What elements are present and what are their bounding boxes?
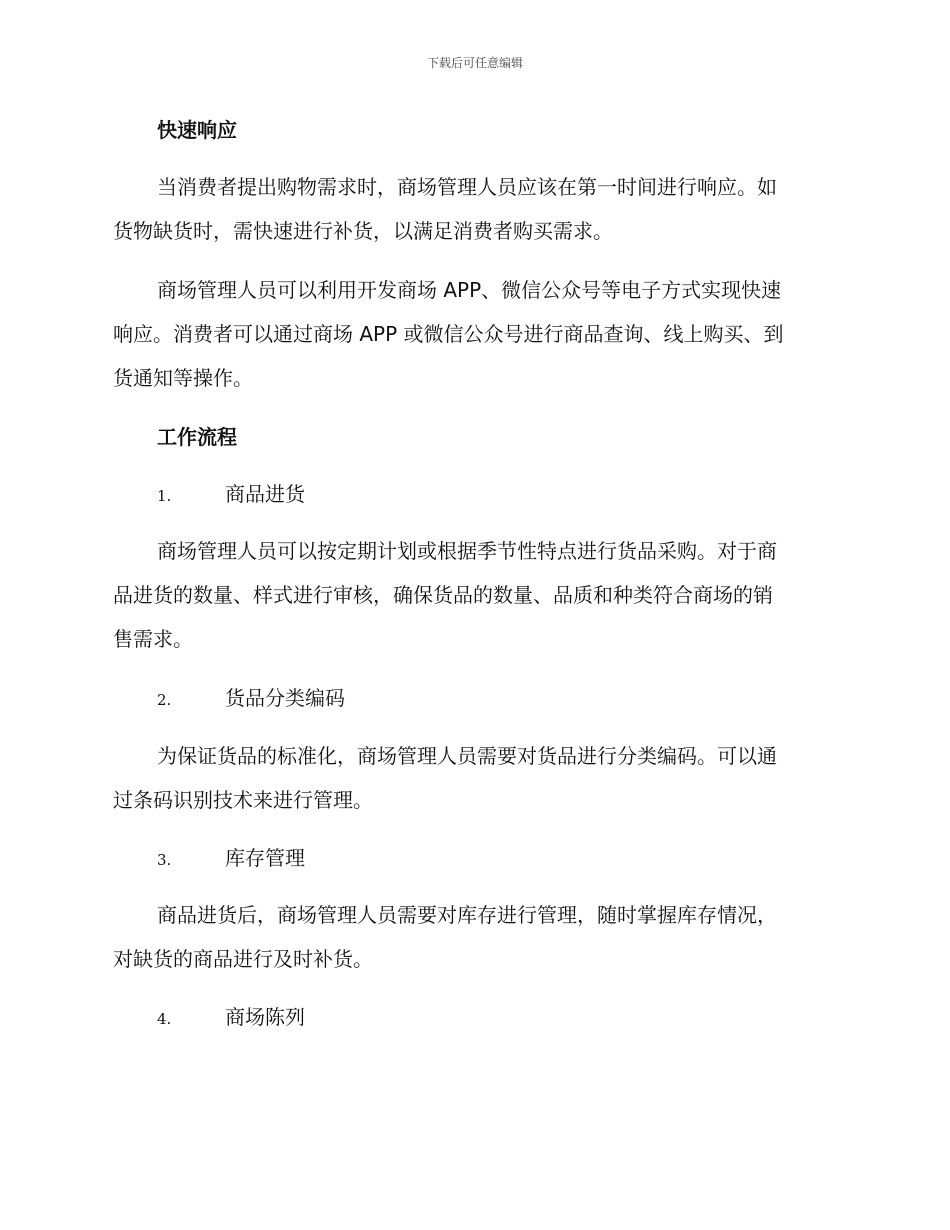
paragraph-line: 售需求。	[113, 627, 193, 651]
section-heading-quick-response: 快速响应	[157, 118, 237, 142]
paragraph-item-1	[113, 529, 843, 661]
list-item-label: 货品分类编码	[225, 686, 345, 710]
paragraph-line: 货通知等操作。	[113, 366, 253, 390]
list-item-number: 2.	[157, 691, 172, 709]
section-heading-workflow: 工作流程	[157, 425, 237, 449]
paragraph-quick-response-1	[113, 165, 843, 253]
list-item-number: 3.	[157, 851, 172, 869]
list-item-label: 商场陈列	[225, 1005, 305, 1029]
list-item-3	[157, 844, 305, 874]
paragraph-line: 过条码识别技术来进行管理。	[113, 788, 373, 812]
paragraph-line: 货物缺货时，需快速进行补货，以满足消费者购买需求。	[113, 219, 613, 243]
list-item-4	[157, 1003, 305, 1033]
paragraph-quick-response-2	[113, 268, 843, 400]
list-item-number: 1.	[157, 487, 172, 505]
list-item-number: 4.	[157, 1010, 172, 1028]
list-item-2	[157, 684, 345, 714]
paragraph-line: 品进货的数量、样式进行审核，确保货品的数量、品质和种类符合商场的销	[113, 583, 773, 607]
list-item-1	[157, 480, 305, 510]
list-item-label: 商品进货	[225, 482, 305, 506]
paragraph-line: 为保证货品的标准化，商场管理人员需要对货品进行分类编码。可以通	[157, 744, 777, 768]
paragraph-line: 对缺货的商品进行及时补货。	[113, 947, 373, 971]
paragraph-item-2	[113, 734, 843, 822]
page-header: 下载后可任意编辑	[426, 56, 523, 70]
paragraph-line: 当消费者提出购物需求时，商场管理人员应该在第一时间进行响应。如	[157, 175, 777, 199]
paragraph-item-3	[113, 893, 843, 981]
list-item-label: 库存管理	[225, 846, 305, 870]
paragraph-line: 商品进货后，商场管理人员需要对库存进行管理，随时掌握库存情况，	[157, 903, 777, 927]
paragraph-line: 商场管理人员可以按定期计划或根据季节性特点进行货品采购。对于商	[157, 539, 777, 563]
paragraph-line: 响应。消费者可以通过商场 APP 或微信公众号进行商品查询、线上购买、到	[113, 322, 784, 346]
paragraph-line: 商场管理人员可以利用开发商场 APP、微信公众号等电子方式实现快速	[157, 278, 782, 302]
